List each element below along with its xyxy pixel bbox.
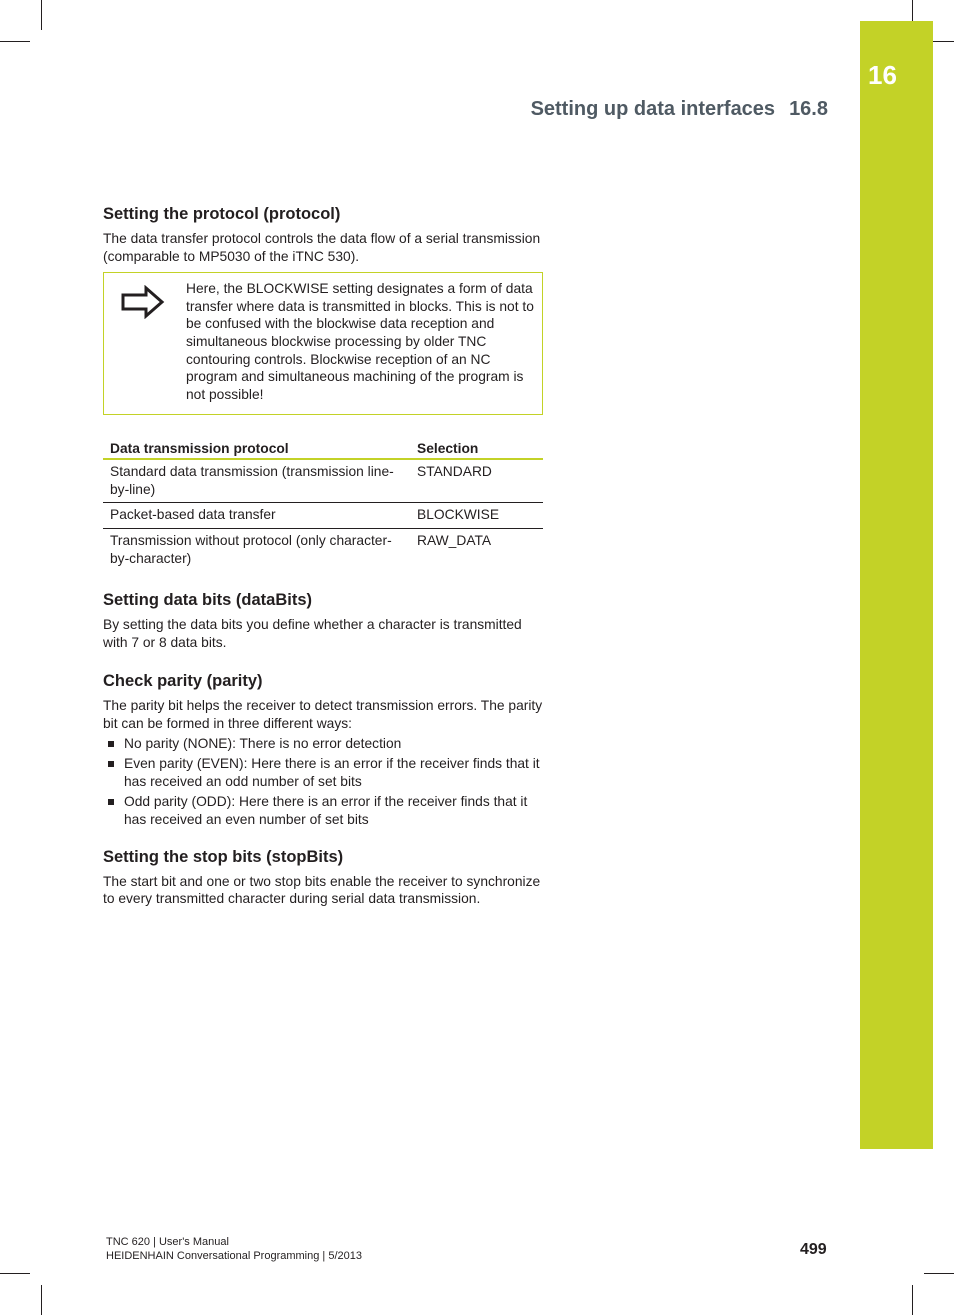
databits-text: By setting the data bits you define whether a character is transmitted with 7 or 8 data bits. (103, 617, 522, 650)
crop-mark (0, 41, 30, 42)
chapter-number: 16 (868, 60, 897, 90)
table-cell: Transmission without protocol (only character-by-character) (110, 532, 392, 566)
databits-heading: Setting data bits (dataBits) (103, 591, 313, 610)
list-item: No parity (NONE): There is no error detection (103, 735, 543, 753)
section-title: Setting up data interfaces (530, 98, 776, 120)
stopbits-heading: Setting the stop bits (stopBits) (103, 847, 344, 866)
table-row (103, 503, 543, 529)
main-content (103, 205, 543, 908)
parity-list (103, 735, 543, 829)
stopbits-text: The start bit and one or two stop bits enable the receiver to synchronize to every transmitted character during serial data transmission. (103, 873, 541, 907)
page-number: 499 (800, 1241, 827, 1258)
crop-mark (0, 1273, 30, 1274)
note-text: Here, the BLOCKWISE setting designates a form of data transfer where data is transmitted in blocks. This is not to be confused with the blockwise data reception and simultaneous blockwise processing by older TNC contouring controls. Blockwise reception of an NC program and simultaneous machining of the program is not possible! (186, 281, 534, 402)
table-cell: Packet-based data transfer (103, 503, 410, 529)
bullet-square-icon (108, 761, 114, 767)
table-cell: BLOCKWISE (410, 503, 543, 529)
running-header (531, 98, 828, 121)
table-cell: STANDARD (410, 459, 543, 503)
table-row (103, 528, 543, 571)
crop-mark (41, 0, 42, 30)
parity-text: The parity bit helps the receiver to detect transmission errors. The parity bit can be formed in three different ways: (103, 698, 543, 731)
bullet-square-icon (108, 741, 114, 747)
footer-line-1: TNC 620 | User's Manual (106, 1236, 229, 1248)
table-header: Data transmission protocol (103, 437, 410, 459)
crop-mark (41, 1285, 42, 1315)
protocol-heading: Setting the protocol (protocol) (103, 205, 341, 223)
section-number: 16.8 (789, 98, 828, 120)
protocol-table (103, 437, 543, 571)
note-box (103, 272, 543, 415)
crop-mark (912, 1285, 913, 1315)
table-cell: RAW_DATA (417, 532, 492, 548)
table-cell: Standard data transmission (transmission line-by-line) (103, 459, 410, 503)
parity-heading: Check parity (parity) (103, 672, 263, 691)
table-header: Selection (410, 437, 543, 459)
list-item: Odd parity (ODD): Here there is an error if the receiver finds that it has received an even number of set bits (103, 793, 543, 828)
list-item: Even parity (EVEN): Here there is an error if the receiver finds that it has received an odd number of set bits (103, 755, 543, 790)
crop-mark (924, 1273, 954, 1274)
table-row (103, 459, 543, 503)
arrow-right-icon (120, 285, 166, 324)
footer-line-2: HEIDENHAIN Conversational Programming | 5/2013 (106, 1250, 362, 1262)
protocol-intro: The data transfer protocol controls the data flow of a serial transmission (comparable to MP5030 of the iTNC 530). (103, 231, 541, 264)
footer-info (106, 1235, 362, 1263)
chapter-tab (860, 21, 933, 1149)
bullet-square-icon (108, 799, 114, 805)
